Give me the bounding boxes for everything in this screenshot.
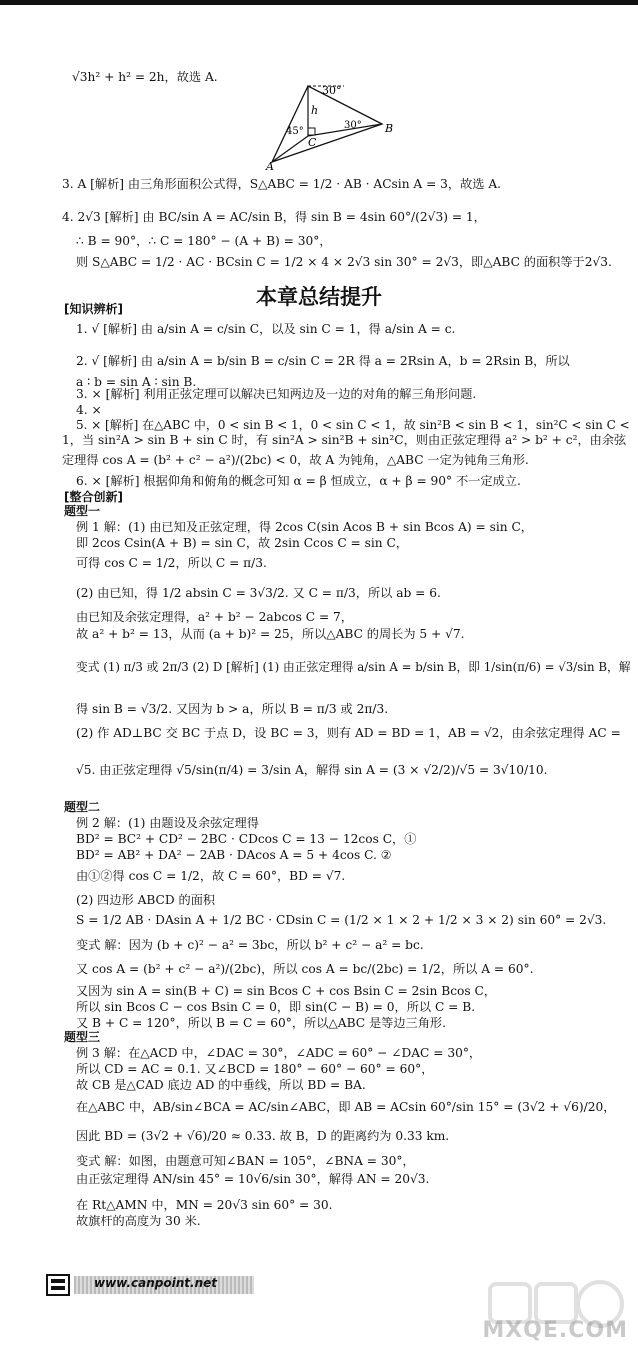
text-line: 3. A [解析] 由三角形面积公式得，S△ABC = 1/2 · AB · ACsin A = 3，故选 A.: [62, 177, 502, 191]
text-line: 又 B + C = 120°，所以 B = C = 60°，所以△ABC 是等边三角形.: [76, 1016, 446, 1030]
text-line: 例 1 解：(1) 由已知及正弦定理，得 2cos C(sin Acos B + sin Bcos A) = sin C，: [76, 520, 533, 534]
text-line: 所以 sin Bcos C − cos Bsin C = 0，即 sin(C − B) = 0，所以 C = B.: [76, 1000, 476, 1014]
text-line: (2) 四边形 ABCD 的面积: [76, 893, 216, 907]
subsection-tixing3: 题型三: [64, 1030, 101, 1044]
text-line: 变式 解：因为 (b + c)² − a² = 3bc，所以 b² + c² − a² = bc.: [76, 938, 424, 952]
text-line: 在 Rt△AMN 中，MN = 20√3 sin 60° = 30.: [76, 1198, 333, 1212]
text-line: 2. √ [解析] 由 a/sin A = b/sin B = c/sin C = 2R 得 a = 2Rsin A，b = 2Rsin B，所以: [76, 354, 570, 368]
text-line: (2) 由已知，得 1/2 absin C = 3√3/2. 又 C = π/3，所以 ab = 6.: [76, 586, 441, 600]
h-label: h: [311, 104, 319, 117]
text-line: 定理得 cos A = (b² + c² − a²)/(2bc) < 0，故 A 为钝角，△ABC 一定为钝角三角形.: [62, 453, 529, 467]
b-label: B: [385, 122, 394, 135]
text-line: S = 1/2 AB · DAsin A + 1/2 BC · CDsin C = (1/2 × 1 × 2 + 1/2 × 3 × 2) sin 60° = 2√3.: [76, 913, 607, 927]
text-line: 故 CB 是△CAD 底边 AD 的中垂线，所以 BD = BA.: [76, 1078, 366, 1092]
chapter-heading: 本章总结提升: [256, 285, 382, 309]
text-line: 变式 (1) π/3 或 2π/3 (2) D [解析] (1) 由正弦定理得 a/sin A = b/sin B，即 1/sin(π/6) = √3/sin B，解: [76, 660, 631, 674]
text-line: 4. ×: [76, 403, 102, 417]
text-line: ∴ B = 90°，∴ C = 180° − (A + B) = 30°，: [76, 234, 332, 248]
top-border: [0, 0, 638, 5]
text-line: 即 2cos Csin(A + B) = sin C，故 2sin Ccos C = sin C，: [76, 536, 408, 550]
text-line: 则 S△ABC = 1/2 · AC · BCsin C = 1/2 × 4 × 2√3 sin 30° = 2√3，即△ABC 的面积等于2√3.: [76, 255, 612, 269]
triangle-figure: [262, 80, 402, 170]
right-angle-mark: [308, 128, 315, 135]
footer-url: www.canpoint.net: [94, 1276, 218, 1290]
c-label: C: [308, 136, 317, 149]
text-line: BD² = AB² + DA² − 2AB · DAcos A = 5 + 4cos C. ②: [76, 848, 392, 862]
subsection-tixing1: 题型一: [64, 504, 101, 518]
text-line: 在△ABC 中，AB/sin∠BCA = AC/sin∠ABC，即 AB = ACsin 60°/sin 15° = (3√2 + √6)/20，: [76, 1100, 616, 1114]
angle-top-label: 30°: [322, 84, 342, 97]
text-line: 因此 BD = (3√2 + √6)/20 ≈ 0.33. 故 B，D 的距离约为 0.33 km.: [76, 1129, 450, 1143]
text-line: BD² = BC² + CD² − 2BC · CDcos C = 13 − 12cos C，①: [76, 832, 417, 846]
text-line: 1. √ [解析] 由 a/sin A = c/sin C，以及 sin C = 1，得 a/sin A = c.: [76, 322, 456, 336]
text-line: √3h² + h² = 2h，故选 A.: [72, 70, 218, 84]
text-line: √5. 由正弦定理得 √5/sin(π/4) = 3/sin A，解得 sin A = (3 × √2/2)/√5 = 3√10/10.: [76, 763, 548, 777]
text-line: 所以 CD = AC = 0.1. 又∠BCD = 180° − 60° − 60° = 60°，: [76, 1062, 434, 1076]
text-line: 故 a² + b² = 13，从而 (a + b)² = 25，所以△ABC 的周长为 5 + √7.: [76, 627, 465, 641]
text-line: 又因为 sin A = sin(B + C) = sin Bcos C + cos Bsin C = 2sin Bcos C，: [76, 984, 496, 998]
a-label: A: [266, 160, 274, 170]
text-line: 由已知及余弦定理得，a² + b² − 2abcos C = 7，: [76, 610, 353, 624]
ac-line: [272, 136, 308, 162]
angle-right-label: 30°: [344, 120, 362, 131]
text-line: 1，当 sin²A > sin B + sin C 时，有 sin²A > sin²B + sin²C，则由正弦定理得 a² > b² + c²，由余弦: [62, 433, 627, 447]
text-line: 3. × [解析] 利用正弦定理可以解决已知两边及一边的对角的解三角形问题.: [76, 387, 477, 401]
watermark-text: MXQE.COM: [482, 1318, 628, 1343]
text-line: 变式 解：如图，由题意可知∠BAN = 105°，∠BNA = 30°，: [76, 1154, 415, 1168]
text-line: 得 sin B = √3/2. 又因为 b > a，所以 B = π/3 或 2π/3.: [76, 702, 389, 716]
angle-left-label: 45°: [286, 126, 304, 137]
subsection-tixing2: 题型二: [64, 800, 101, 814]
section-label-zhenghe: [整合创新]: [64, 490, 123, 504]
text-line: 5. × [解析] 在△ABC 中，0 < sin B < 1，0 < sin C < 1，故 sin²B < sin B < 1，sin²C < sin C <: [76, 418, 630, 432]
publisher-logo-icon: [46, 1274, 70, 1296]
text-line: 故旗杆的高度为 30 米.: [76, 1214, 201, 1228]
text-line: a ∶ b = sin A ∶ sin B.: [76, 375, 197, 389]
text-line: 由①②得 cos C = 1/2，故 C = 60°，BD = √7.: [76, 869, 346, 883]
text-line: 又 cos A = (b² + c² − a²)/(2bc)，所以 cos A = bc/(2bc) = 1/2，所以 A = 60°.: [76, 962, 534, 976]
section-label-zhishi: [知识辨析]: [64, 302, 123, 316]
text-line: 由正弦定理得 AN/sin 45° = 10√6/sin 30°，解得 AN = 20√3.: [76, 1172, 430, 1186]
text-line: 例 2 解：(1) 由题设及余弦定理得: [76, 816, 259, 830]
text-line: 例 3 解：在△ACD 中，∠DAC = 30°，∠ADC = 60° − ∠DAC = 30°，: [76, 1046, 482, 1060]
text-line: (2) 作 AD⊥BC 交 BC 于点 D，设 BC = 3，则有 AD = BD = 1，AB = √2，由余弦定理得 AC =: [76, 726, 621, 740]
text-line: 可得 cos C = 1/2，所以 C = π/3.: [76, 556, 267, 570]
text-line: 4. 2√3 [解析] 由 BC/sin A = AC/sin B，得 sin B = 4sin 60°/(2√3) = 1，: [62, 210, 486, 224]
text-line: 6. × [解析] 根据仰角和俯角的概念可知 α = β 恒成立，α + β = 90° 不一定成立.: [76, 474, 521, 488]
